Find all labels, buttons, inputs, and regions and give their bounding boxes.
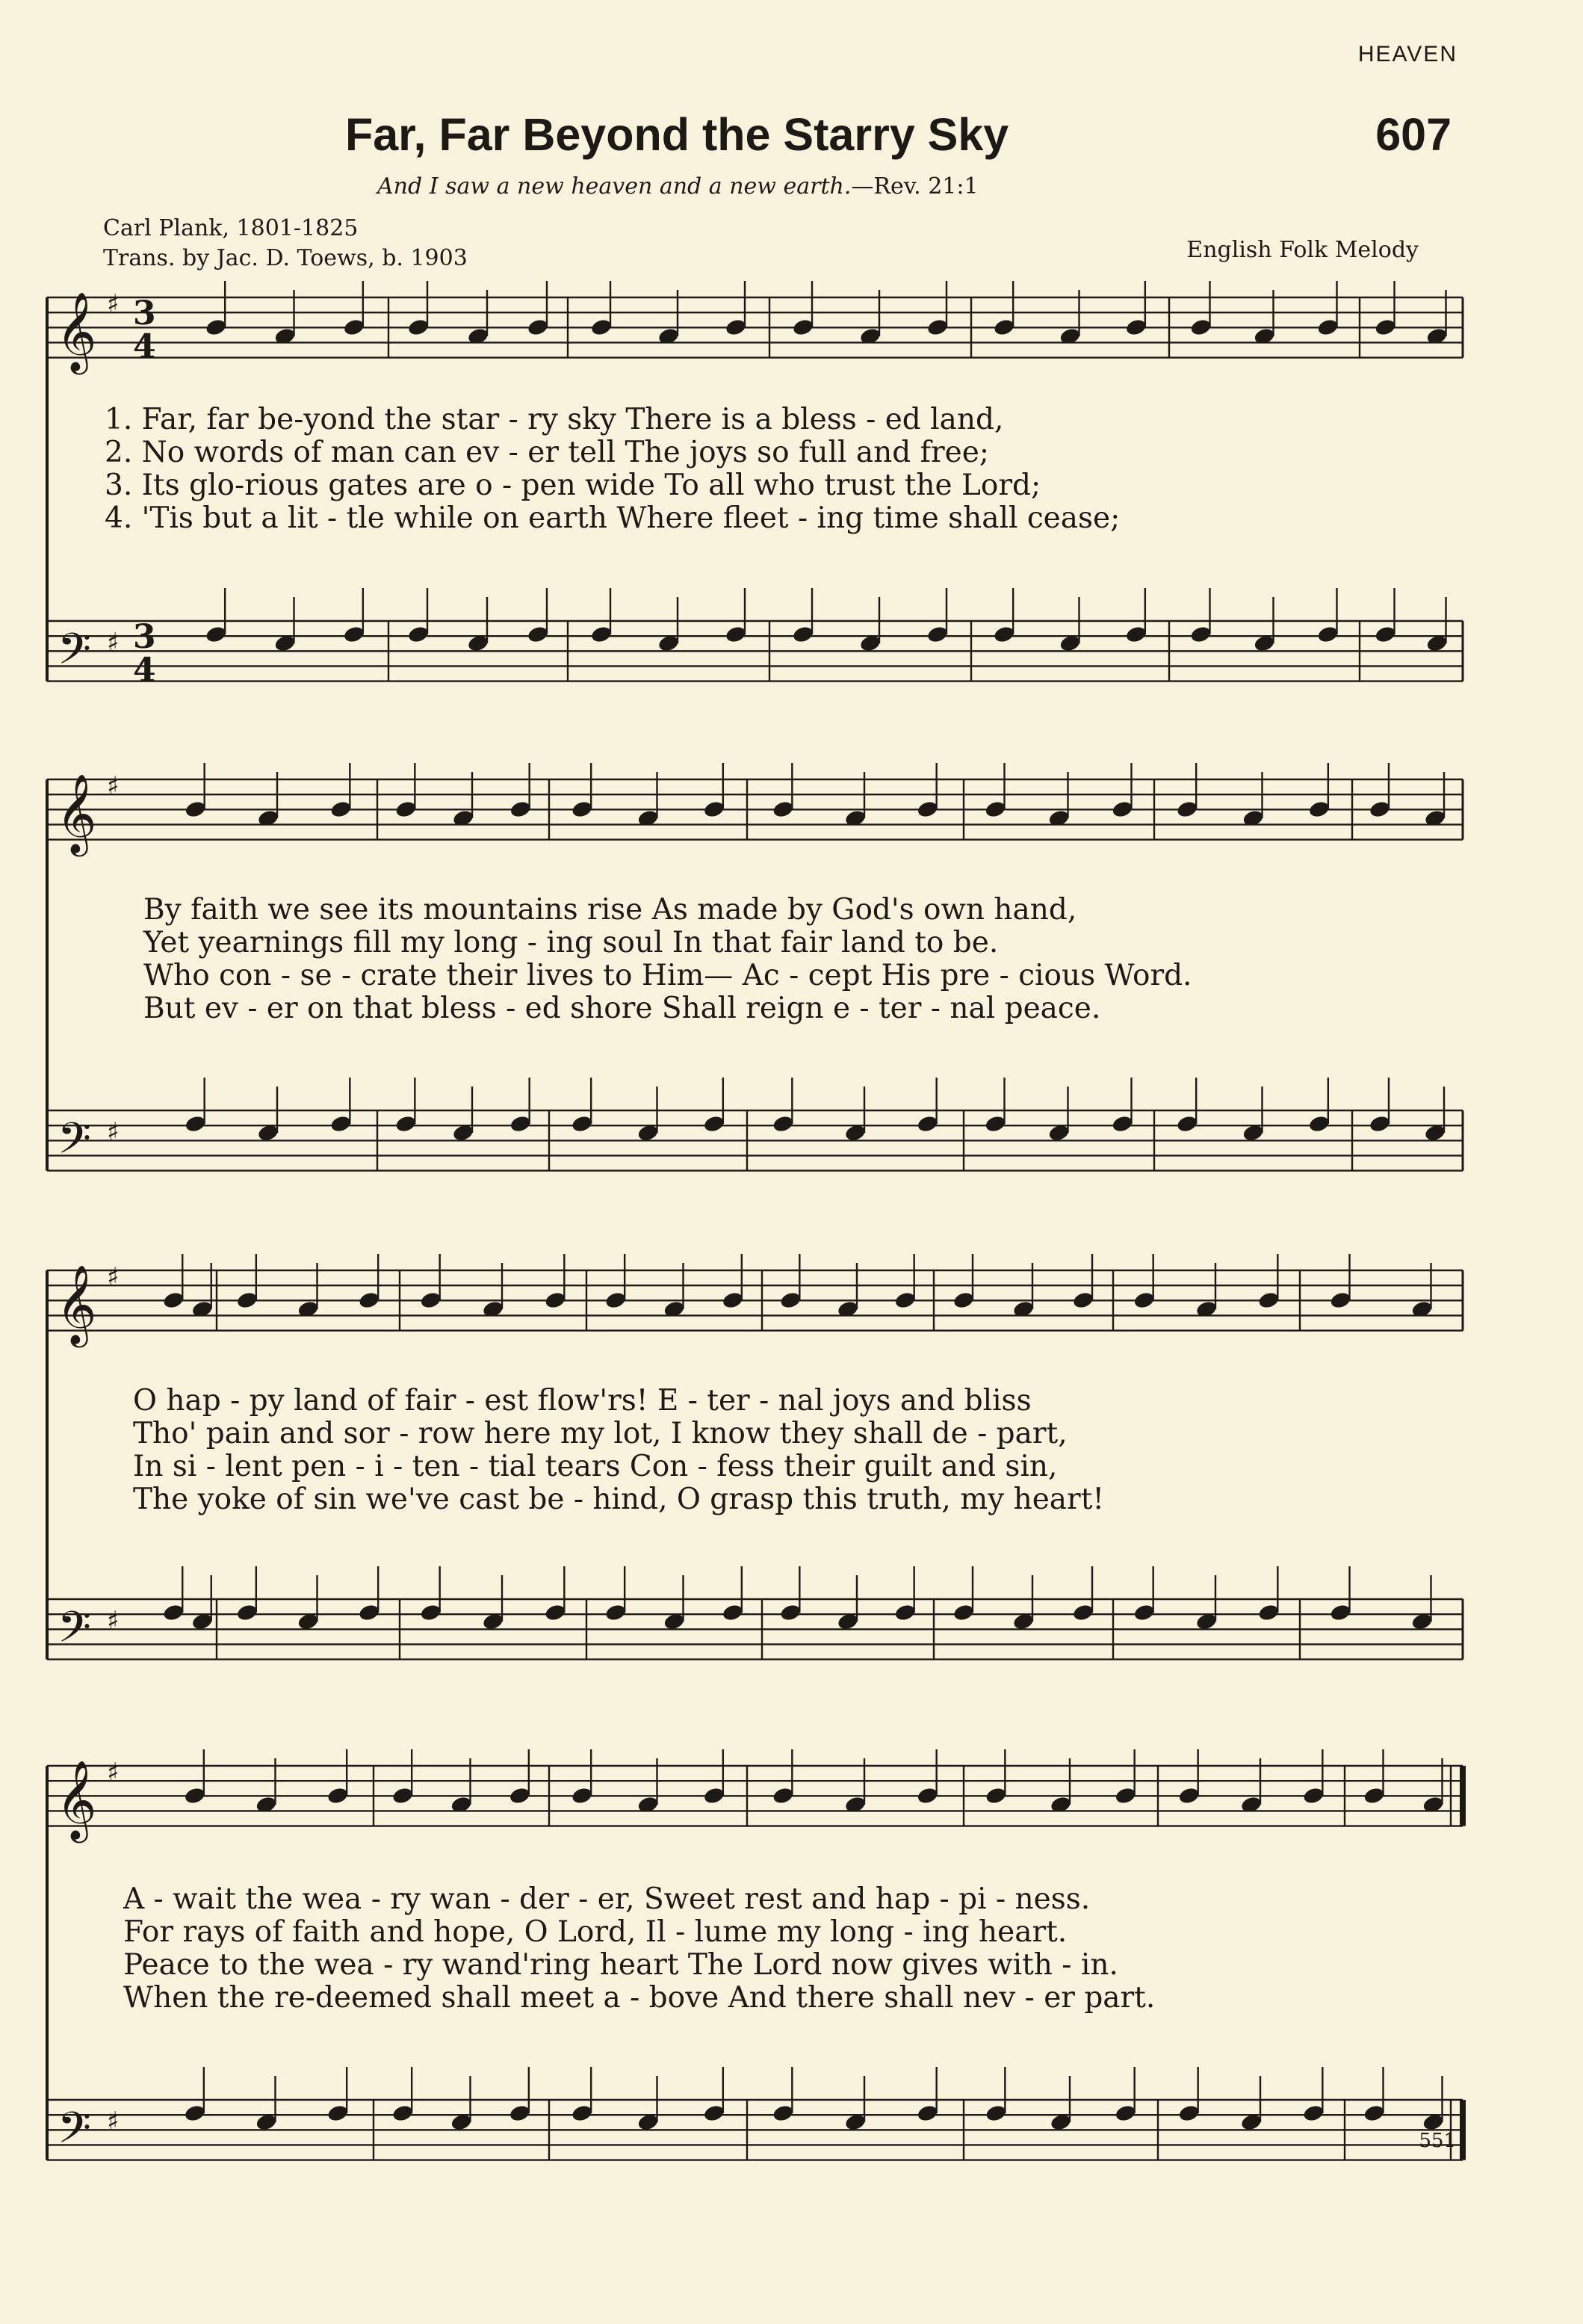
note-head bbox=[1329, 1603, 1352, 1622]
note-head bbox=[1133, 1603, 1156, 1622]
bass-clef-icon: 𝄢 bbox=[58, 2102, 92, 2164]
bass-clef-icon: 𝄢 bbox=[58, 623, 92, 685]
lyric-line: But ev - er on that bless - ed shore Shall reign e - ter - nal peace. bbox=[143, 992, 1101, 1025]
author-credit: Carl Plank, 1801-1825 bbox=[103, 215, 359, 241]
note-head bbox=[984, 800, 1007, 819]
lyric-line: 2. No words of man can ev - er tell The joys so full and free; bbox=[105, 436, 989, 469]
note-head bbox=[236, 1603, 259, 1622]
note-head bbox=[358, 1603, 381, 1622]
note-head bbox=[1329, 1291, 1352, 1310]
note-head bbox=[1072, 1603, 1095, 1622]
note-head bbox=[184, 1114, 207, 1134]
note-head bbox=[1316, 625, 1339, 644]
note-head bbox=[571, 1114, 594, 1134]
note-head bbox=[205, 625, 228, 644]
note-head bbox=[1111, 800, 1134, 819]
note-head bbox=[326, 2104, 350, 2123]
note-head bbox=[703, 800, 726, 819]
note-head bbox=[509, 2104, 532, 2123]
note-head bbox=[1369, 800, 1392, 819]
note-head bbox=[1114, 2104, 1137, 2123]
lyric-line: O hap - py land of fair - est flow'rs! E - ter - nal joys and bliss bbox=[133, 1384, 1032, 1418]
note-head bbox=[1369, 1114, 1392, 1134]
hymn-title: Far, Far Beyond the Starry Sky bbox=[345, 109, 1009, 160]
note-head bbox=[926, 318, 950, 337]
note-head bbox=[772, 1786, 795, 1805]
note-head bbox=[725, 318, 748, 337]
note-head bbox=[590, 625, 613, 644]
lyric-line: 4. 'Tis but a lit - tle while on earth Where fleet - ing time shall cease; bbox=[105, 501, 1121, 535]
note-head bbox=[329, 1114, 353, 1134]
note-head bbox=[571, 800, 594, 819]
note-head bbox=[1176, 1114, 1199, 1134]
note-head bbox=[162, 1603, 185, 1622]
treble-clef-icon: 𝄞 bbox=[56, 773, 97, 853]
time-signature-bottom: 4 bbox=[133, 327, 156, 366]
note-head bbox=[1125, 318, 1148, 337]
note-head bbox=[407, 625, 430, 644]
note-head bbox=[184, 1786, 207, 1805]
note-head bbox=[984, 1114, 1007, 1134]
note-head bbox=[394, 800, 418, 819]
note-head bbox=[779, 1603, 802, 1622]
note-head bbox=[1125, 625, 1148, 644]
note-head bbox=[1363, 2104, 1386, 2123]
note-head bbox=[722, 1291, 745, 1310]
note-head bbox=[772, 1114, 795, 1134]
note-head bbox=[1316, 318, 1339, 337]
note-head bbox=[1114, 1786, 1137, 1805]
note-head bbox=[544, 1603, 567, 1622]
note-head bbox=[1189, 318, 1212, 337]
note-head bbox=[1302, 2104, 1325, 2123]
note-head bbox=[993, 318, 1016, 337]
note-head bbox=[343, 625, 366, 644]
note-head bbox=[1308, 1114, 1331, 1134]
note-head bbox=[1177, 1786, 1201, 1805]
note-head bbox=[326, 1786, 350, 1805]
note-head bbox=[725, 625, 748, 644]
treble-clef-icon: 𝄞 bbox=[56, 1264, 97, 1344]
note-head bbox=[509, 1114, 532, 1134]
note-head bbox=[184, 2104, 207, 2123]
note-head bbox=[792, 625, 815, 644]
lyric-line: The yoke of sin we've cast be - hind, O grasp this truth, my heart! bbox=[133, 1483, 1105, 1516]
note-head bbox=[1189, 625, 1212, 644]
note-head bbox=[590, 318, 613, 337]
lyric-line: For rays of faith and hope, O Lord, Il - lume my long - ing heart. bbox=[123, 1915, 1068, 1949]
lyric-line: A - wait the wea - ry wan - der - er, Sweet rest and hap - pi - ness. bbox=[123, 1882, 1091, 1916]
note-head bbox=[952, 1291, 976, 1310]
note-head bbox=[604, 1291, 628, 1310]
note-head bbox=[993, 625, 1016, 644]
lyric-line: In si - lent pen - i - ten - tial tears Con - fess their guilt and sin, bbox=[133, 1450, 1058, 1483]
note-head bbox=[792, 318, 815, 337]
note-head bbox=[358, 1291, 381, 1310]
treble-clef-icon: 𝄞 bbox=[56, 291, 97, 371]
time-signature-top: 3 bbox=[133, 294, 156, 333]
sharp-icon: ♯ bbox=[107, 289, 120, 319]
section-heading: HEAVEN bbox=[1357, 42, 1457, 67]
lyric-line: Tho' pain and sor - row here my lot, I know they shall de - part, bbox=[133, 1417, 1068, 1450]
note-head bbox=[1363, 1786, 1386, 1805]
note-head bbox=[509, 800, 532, 819]
note-head bbox=[893, 1603, 917, 1622]
note-head bbox=[1374, 625, 1397, 644]
scripture-reference: —Rev. 21:1 bbox=[851, 173, 979, 200]
sharp-icon: ♯ bbox=[107, 2107, 120, 2136]
note-head bbox=[205, 318, 228, 337]
note-head bbox=[162, 1291, 185, 1310]
lyric-line: When the re-deemed shall meet a - bove And there shall nev - er part. bbox=[123, 1981, 1156, 2015]
lyric-line: By faith we see its mountains rise As made by God's own hand, bbox=[143, 893, 1077, 927]
note-head bbox=[916, 1786, 939, 1805]
note-head bbox=[916, 2104, 939, 2123]
note-head bbox=[772, 800, 795, 819]
note-head bbox=[985, 2104, 1008, 2123]
final-barline bbox=[1460, 2100, 1466, 2160]
lyric-line: Who con - se - crate their lives to Him— Ac - cept His pre - cious Word. bbox=[143, 959, 1192, 992]
note-head bbox=[527, 318, 550, 337]
note-head bbox=[779, 1291, 802, 1310]
bass-clef-icon: 𝄢 bbox=[58, 1113, 92, 1175]
note-head bbox=[391, 1786, 415, 1805]
note-head bbox=[419, 1603, 442, 1622]
translator-credit: Trans. by Jac. D. Toews, b. 1903 bbox=[103, 245, 468, 271]
scripture-text: And I saw a new heaven and a new earth. bbox=[377, 173, 852, 200]
note-head bbox=[772, 2104, 795, 2123]
note-head bbox=[1176, 800, 1199, 819]
sharp-icon: ♯ bbox=[107, 628, 120, 658]
note-head bbox=[722, 1603, 745, 1622]
note-head bbox=[703, 1786, 726, 1805]
note-head bbox=[985, 1786, 1008, 1805]
note-head bbox=[604, 1603, 628, 1622]
note-head bbox=[1308, 800, 1331, 819]
lyric-line: 1. Far, far be-yond the star - ry sky There is a bless - ed land, bbox=[105, 403, 1004, 436]
note-head bbox=[419, 1291, 442, 1310]
note-head bbox=[703, 2104, 726, 2123]
page-number: 551 bbox=[1419, 2130, 1456, 2152]
note-head bbox=[952, 1603, 976, 1622]
hymn-number: 607 bbox=[1375, 109, 1452, 160]
sharp-icon: ♯ bbox=[107, 1606, 120, 1636]
note-head bbox=[509, 1786, 532, 1805]
note-head bbox=[544, 1291, 567, 1310]
final-barline bbox=[1460, 1766, 1466, 1826]
note-head bbox=[926, 625, 950, 644]
note-head bbox=[391, 2104, 415, 2123]
note-head bbox=[343, 318, 366, 337]
note-head bbox=[1111, 1114, 1134, 1134]
sharp-icon: ♯ bbox=[107, 771, 120, 801]
note-head bbox=[893, 1291, 917, 1310]
note-head bbox=[394, 1114, 418, 1134]
lyric-line: 3. Its glo-rious gates are o - pen wide To all who trust the Lord; bbox=[105, 469, 1041, 502]
note-head bbox=[527, 625, 550, 644]
note-head bbox=[1302, 1786, 1325, 1805]
note-head bbox=[329, 800, 353, 819]
bass-clef-icon: 𝄢 bbox=[58, 1601, 92, 1663]
note-head bbox=[184, 800, 207, 819]
treble-clef-icon: 𝄞 bbox=[56, 1759, 97, 1840]
lyric-line: Peace to the wea - ry wand'ring heart The Lord now gives with - in. bbox=[123, 1948, 1118, 1982]
sharp-icon: ♯ bbox=[107, 1262, 120, 1292]
note-head bbox=[1177, 2104, 1201, 2123]
note-head bbox=[1133, 1291, 1156, 1310]
tune-credit: English Folk Melody bbox=[1186, 237, 1419, 263]
lyric-line: Yet yearnings fill my long - ing soul In that fair land to be. bbox=[143, 926, 999, 959]
note-head bbox=[407, 318, 430, 337]
note-head bbox=[571, 1786, 594, 1805]
sharp-icon: ♯ bbox=[107, 1758, 120, 1787]
note-head bbox=[1374, 318, 1397, 337]
note-head bbox=[1072, 1291, 1095, 1310]
note-head bbox=[236, 1291, 259, 1310]
note-head bbox=[916, 1114, 939, 1134]
note-head bbox=[703, 1114, 726, 1134]
note-head bbox=[571, 2104, 594, 2123]
time-signature-top: 3 bbox=[133, 618, 156, 656]
note-head bbox=[1257, 1291, 1280, 1310]
time-signature-bottom: 4 bbox=[133, 651, 156, 690]
note-head bbox=[916, 800, 939, 819]
note-head bbox=[1257, 1603, 1280, 1622]
sharp-icon: ♯ bbox=[107, 1117, 120, 1147]
